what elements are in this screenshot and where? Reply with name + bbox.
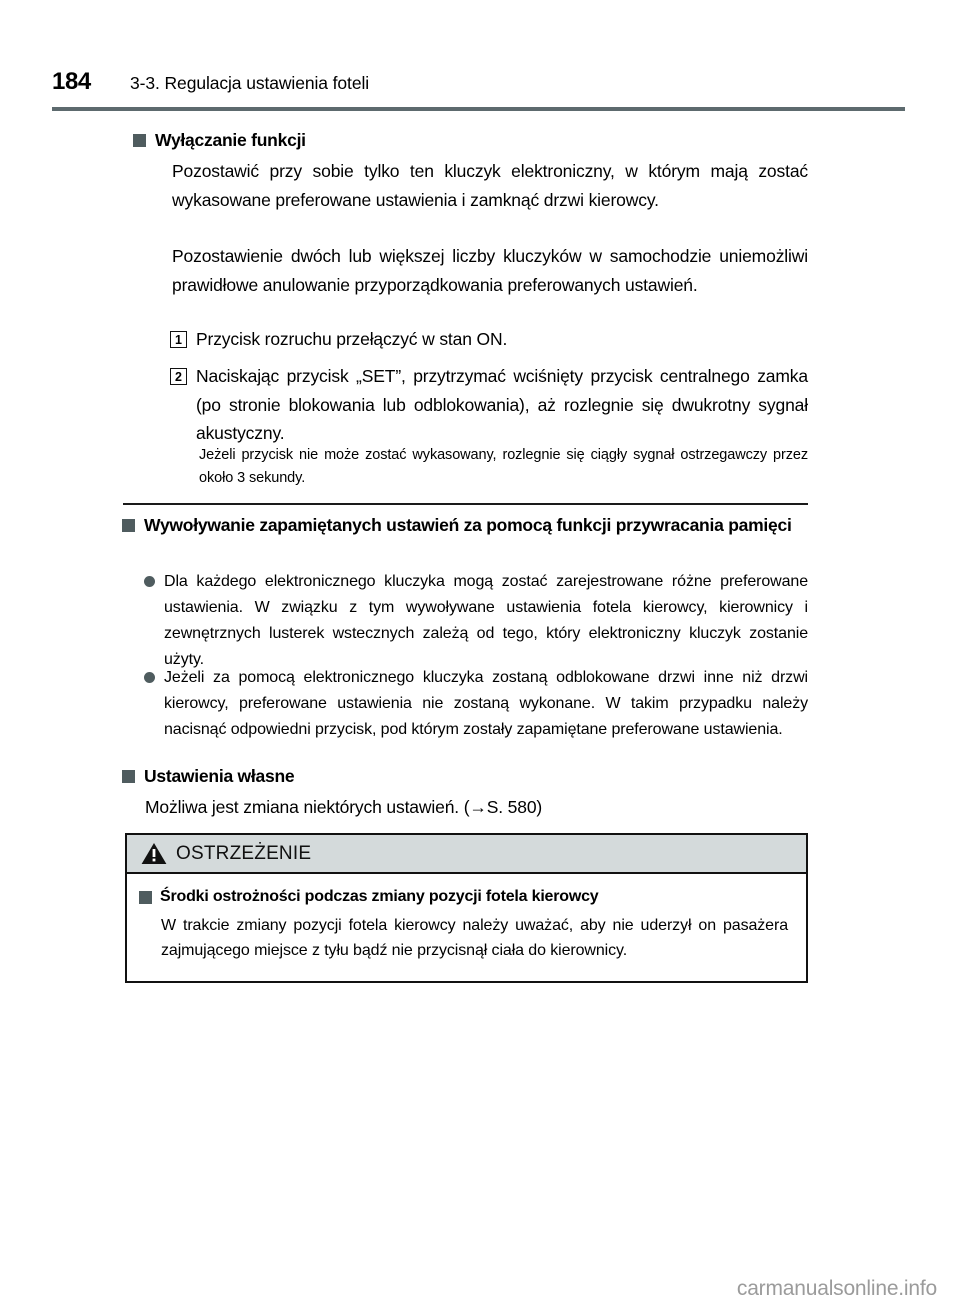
- warning-body: [127, 874, 806, 981]
- square-bullet-icon: [122, 519, 135, 532]
- heading-text: Ustawienia własne: [144, 766, 295, 786]
- site-watermark: carmanualsonline.info: [736, 1277, 937, 1300]
- list-item-text: Dla każdego elektronicznego kluczyka mogą zostać zarejestrowane różne preferowane ustawienia. W związku z tym wywoływane ustawienia fotela kierowcy, kierownicy i zewnętrznych lusterek wstecznych zależą od tego, który elektroniczny kluczyk zostanie użyty.: [164, 573, 808, 668]
- heading-text: Wywoływanie zapamiętanych ustawień za pomocą funkcji przywracania pamięci: [144, 515, 792, 535]
- round-bullet-icon: [144, 672, 155, 683]
- list-item: [144, 569, 808, 673]
- warning-paragraph: W trakcie zmiany pozycji fotela kierowcy należy uważać, aby nie uderzył on pasażera zajmującego miejsce z tyłu bądź nie przycisnął ciała do kierownicy.: [161, 917, 788, 959]
- square-bullet-icon: [122, 770, 135, 783]
- step-text: Przycisk rozruchu przełączyć w stan ON.: [196, 329, 508, 349]
- note-disable: Jeżeli przycisk nie może zostać wykasowany, rozlegnie się ciągły sygnał ostrzegawczy przez około 3 sekundy.: [199, 447, 808, 486]
- warning-triangle-icon: [141, 842, 167, 865]
- section-divider: [123, 503, 808, 505]
- header-section-title: 3-3. Regulacja ustawienia foteli: [130, 73, 370, 93]
- list-item-text: Jeżeli za pomocą elektronicznego kluczyka zostaną odblokowane drzwi inne niż drzwi kierowcy, preferowane ustawienia nie zostaną wykonane. W takim przypadku należy nacisnąć odpowiedni przycisk, pod którym zostały zapamiętane preferowane ustawienia.: [164, 669, 808, 738]
- step-item-2: [170, 362, 808, 448]
- heading-disable-function: [133, 128, 823, 153]
- list-item: [144, 665, 808, 743]
- step-number-box: 2: [170, 368, 187, 385]
- warning-box: [125, 833, 808, 983]
- square-bullet-icon: [133, 134, 146, 147]
- step-number-box: 1: [170, 331, 187, 348]
- paragraph-disable-2: Pozostawienie dwóch lub większej liczby kluczyków w samochodzie uniemożliwi prawidłowe anulowanie przyporządkowania preferowanych ustawień.: [172, 246, 808, 295]
- page-header: [52, 68, 905, 96]
- warning-header: [127, 835, 806, 874]
- heading-memory-recall: [122, 513, 812, 538]
- header-divider: [52, 107, 905, 111]
- page-number: 184: [52, 68, 91, 95]
- paragraph-disable-1: Pozostawić przy sobie tylko ten kluczyk elektroniczny, w którym mają zostać wykasowane preferowane ustawienia i zamknąć drzwi kierowcy.: [172, 161, 808, 210]
- step-item-1: [170, 325, 810, 354]
- warning-subheading: [139, 885, 790, 909]
- step-text: Naciskając przycisk „SET”, przytrzymać wciśnięty przycisk centralnego zamka (po stronie blokowania lub odblokowania), aż rozlegnie się dwukrotny sygnał akustyczny.: [196, 366, 808, 443]
- heading-custom-settings: [122, 764, 812, 789]
- paragraph-custom: Możliwa jest zmiana niektórych ustawień. (→S. 580): [145, 797, 543, 817]
- heading-text: Wyłączanie funkcji: [155, 130, 306, 150]
- square-bullet-icon: [139, 891, 152, 904]
- warning-subheading-text: Środki ostrożności podczas zmiany pozycji fotela kierowcy: [160, 888, 599, 905]
- warning-title: OSTRZEŻENIE: [176, 842, 312, 864]
- round-bullet-icon: [144, 576, 155, 587]
